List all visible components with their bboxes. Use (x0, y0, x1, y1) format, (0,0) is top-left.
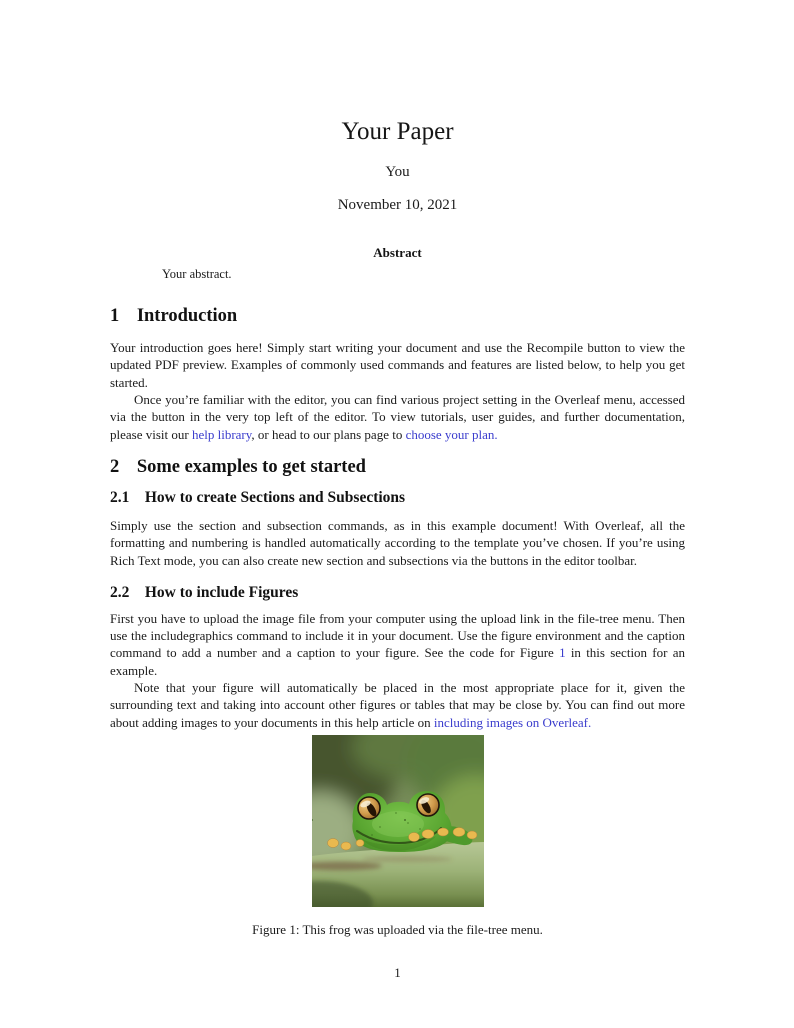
text-run: in this section for an example. (110, 645, 685, 678)
text-run: Note that your figure will automatically be placed in the most appropriate place for it, given the surrounding text and taking into account other figures or tables that may be close by. You can find out more about adding images to your documents in this help article on (110, 679, 685, 730)
subsection-2-1-heading (110, 489, 685, 508)
text-run: Once you’re familiar with the editor, you can find various project setting in the Overleaf menu, accessed via the button in the very top left of the editor. To view tutorials, user guides, and further documentation, please visit our (110, 392, 685, 442)
subsection-2-1-title: How to create Sections and Subsections (144, 489, 406, 507)
section-2-number: 2 (110, 457, 120, 478)
figures-paragraph-2 (110, 679, 685, 731)
text-run: Your introduction goes here! Simply start writing your document and use the Recompile button to view the updated PDF preview. Examples of commonly used commands and features are listed below, to help you get started. (110, 340, 685, 390)
frog-photo (312, 735, 484, 907)
section-1-heading (110, 305, 685, 327)
paper-author: You (385, 164, 410, 180)
paper-title: Your Paper (341, 118, 454, 145)
figure-1 (110, 735, 685, 939)
page-number: 1 (394, 964, 401, 980)
section-1-title: Introduction (136, 305, 238, 326)
text-link[interactable]: including images on Overleaf. (433, 714, 592, 730)
subsection-2-1-number: 2.1 (110, 489, 130, 507)
title-block (110, 0, 685, 214)
subsection-2-2-number: 2.2 (110, 583, 130, 601)
section-1-number: 1 (110, 305, 120, 326)
subsection-2-1-paragraph (110, 517, 685, 569)
figures-paragraph-1 (110, 610, 685, 679)
text-link[interactable]: choose your plan. (405, 426, 498, 442)
figure-1-caption: Figure 1: This frog was uploaded via the file-tree menu. (252, 921, 543, 937)
subsection-2-2-heading (110, 584, 685, 603)
text-link[interactable]: 1 (559, 645, 566, 661)
abstract-text: Your abstract. (162, 267, 232, 281)
text-run: Simply use the section and subsection commands, as in this example document! With Overleaf, all the formatting and numbering is handled automatically according to the template you’ve chosen. If you’re using Rich Text mode, you can also create new section and subsections via the buttons in the editor toolbar. (110, 517, 685, 568)
abstract-heading: Abstract (373, 245, 422, 260)
intro-paragraph-1 (110, 339, 685, 391)
text-link[interactable]: help library (191, 426, 252, 442)
intro-paragraph-2 (110, 391, 685, 443)
subsection-2-2-title: How to include Figures (144, 583, 299, 601)
section-2-title: Some examples to get started (136, 457, 366, 478)
section-2-heading (110, 456, 685, 478)
paper-date: November 10, 2021 (337, 197, 458, 213)
text-run: , or head to our plans page to (251, 426, 406, 442)
text-run: First you have to upload the image file from your computer using the upload link in the file-tree menu. Then use the includegraphics command to include it in your document. Use the figure environment and the caption command to add a number and a caption to your figure. See the code for Figure (110, 610, 685, 661)
